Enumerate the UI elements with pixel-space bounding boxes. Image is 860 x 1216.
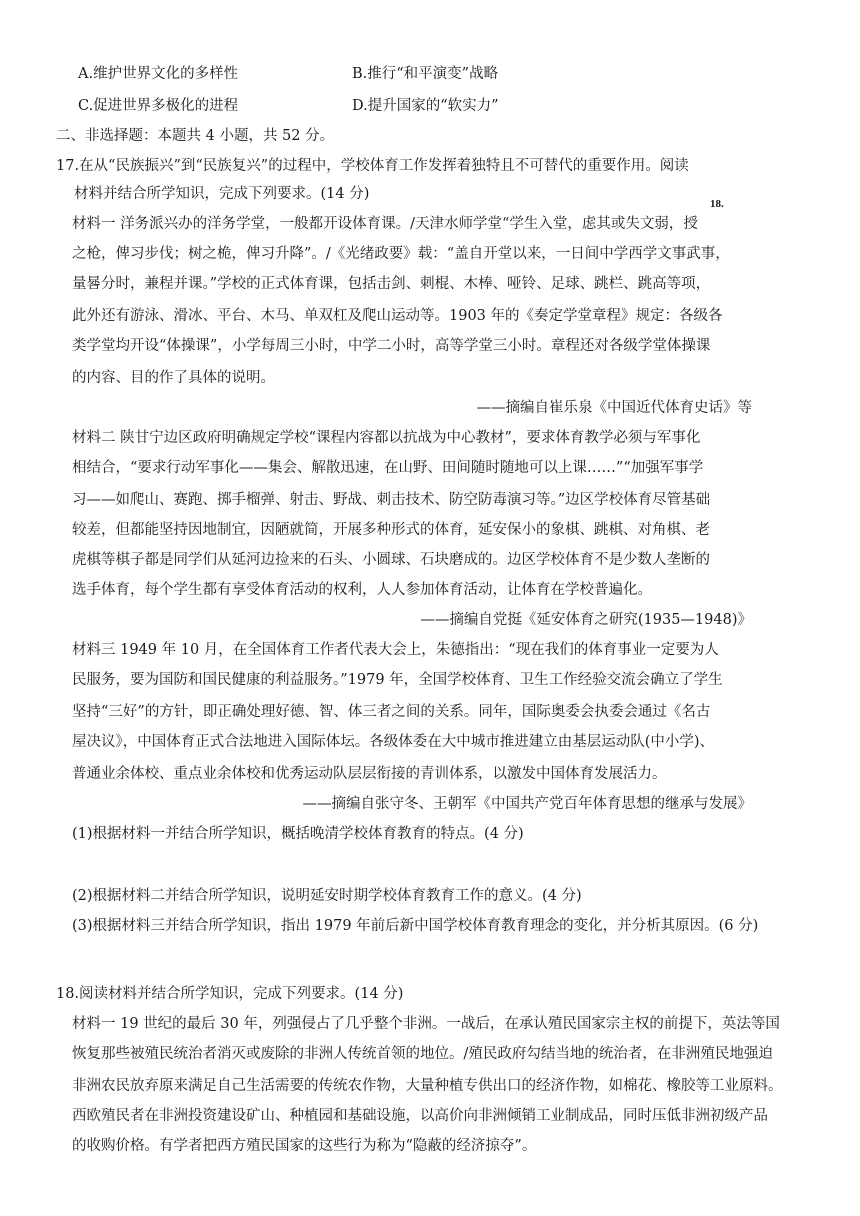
q17-m3-line-2: 民服务，要为国防和国民健康的利益服务。”1979 年，全国学校体育、卫生工作经验交流会确立了学生 [72,672,723,688]
q17-m2-line-1: 材料二 陕甘宁边区政府明确规定学校“课程内容都以抗战为中心教材”，要求体育教学必须与军事化 [72,430,701,446]
q18-m1-line-3: 非洲农民放弃原来满足自己生活需要的传统农作物，大量种植专供出口的经济作物，如棉花、橡胶等工业原料。 [72,1078,783,1094]
q17-question-1: (1)根据材料一并结合所学知识，概括晚清学校体育教育的特点。(4 分) [72,826,524,842]
q17-m3-line-1: 材料三 1949 年 10 月，在全国体育工作者代表大会上，朱德指出：“现在我们的体育事业一定要为人 [72,642,719,658]
option-c: C.促进世界多极化的进程 [78,98,239,114]
q17-m1-line-3: 量晷分时，兼程并课。”学校的正式体育课，包括击剑、刺棍、木棒、哑铃、足球、跳栏、跳高等项， [72,276,711,292]
section-heading: 二、非选择题：本题共 4 小题，共 52 分。 [56,128,335,144]
q17-m2-line-2: 相结合，“要求行动军事化——集会、解散迅速，在山野、田间随时随地可以上课……”“加强军事学 [72,460,704,476]
q18-m1-line-4: 西欧殖民者在非洲投资建设矿山、种植园和基础设施，以高价向非洲倾销工业制成品，同时压低非洲初级产品 [72,1108,768,1124]
margin-mark: 18. [710,198,724,210]
q17-m1-line-6: 的内容、目的作了具体的说明。 [72,370,275,386]
q17-m2-line-3: 习——如爬山、赛跑、掷手榴弹、射击、野战、刺击技术、防空防毒演习等。”边区学校体育尽管基础 [72,492,711,508]
q18-m1-line-2: 恢复那些被殖民统治者消灭或废除的非洲人传统首领的地位。/殖民政府勾结当地的统治者，在非洲殖民地强迫 [72,1046,773,1062]
q17-m2-source: ——摘编自党挺《延安体育之研究(1935—1948)》 [420,612,752,628]
q17-m1-source: ——摘编自崔乐泉《中国近代体育史话》等 [476,400,752,416]
q17-question-3: (3)根据材料三并结合所学知识，指出 1979 年前后新中国学校体育教育理念的变化，并分析其原因。(6 分) [72,918,759,934]
q17-m3-line-4: 屋决议》，中国体育正式合法地进入国际体坛。各级体委在大中城市推进建立由基层运动队(中小学)、 [72,734,715,750]
q17-m1-line-2: 之枪，俾习步伐；树之桅，俾习升降”。/《光绪政要》载：“盖自开堂以来，一日间中学西学文事武事， [72,246,730,262]
option-d: D.提升国家的“软实力” [352,98,499,114]
q17-m3-source: ——摘编自张守冬、王朝军《中国共产党百年体育思想的继承与发展》 [302,796,752,812]
q17-m3-line-5: 普通业余体校、重点业余体校和优秀运动队层层衔接的青训体系，以激发中国体育发展活力。 [72,766,667,782]
q17-question-2: (2)根据材料二并结合所学知识，说明延安时期学校体育教育工作的意义。(4 分) [72,888,582,904]
q17-m1-line-1: 材料一 洋务派兴办的洋务学堂，一般都开设体育课。/天津水师学堂“学生入堂，虑其或失文弱，授 [72,216,698,232]
option-b: B.推行“和平演变”战略 [352,66,499,82]
q17-m2-line-5: 虎棋等棋子都是同学们从延河边捡来的石头、小圆球、石块磨成的。边区学校体育不是少数人垄断的 [72,552,710,568]
q17-stem-line-2: 材料并结合所学知识，完成下列要求。(14 分) [74,186,370,202]
q17-m1-line-5: 类学堂均开设“体操课”，小学每周三小时，中学二小时，高等学堂三小时。章程还对各级学堂体操课 [72,338,711,354]
q17-m2-line-6: 选手体育，每个学生都有享受体育活动的权利，人人参加体育活动，让体育在学校普遍化。 [72,582,652,598]
q17-m1-line-4: 此外还有游泳、滑冰、平台、木马、单双杠及爬山运动等。1903 年的《奏定学堂章程》规定：各级各 [72,308,723,324]
q17-m3-line-3: 坚持“三好”的方针，即正确处理好德、智、体三者之间的关系。同年，国际奥委会执委会通过《名古 [72,704,711,720]
q17-m2-line-4: 较差，但都能坚持因地制宜，因陋就简，开展多种形式的体育，延安保小的象棋、跳棋、对角棋、老 [72,522,710,538]
q18-m1-line-1: 材料一 19 世纪的最后 30 年，列强侵占了几乎整个非洲。一战后，在承认殖民国家宗主权的前提下，英法等国 [72,1016,780,1032]
q18-stem: 18.阅读材料并结合所学知识，完成下列要求。(14 分) [56,986,404,1002]
option-a: A.维护世界文化的多样性 [78,66,239,82]
q17-stem-line-1: 17.在从“民族振兴”到“民族复兴”的过程中，学校体育工作发挥着独特且不可替代的重要作用。阅读 [56,158,689,174]
q18-m1-line-5: 的收购价格。有学者把西方殖民国家的这些行为称为“隐蔽的经济掠夺”。 [72,1138,537,1154]
